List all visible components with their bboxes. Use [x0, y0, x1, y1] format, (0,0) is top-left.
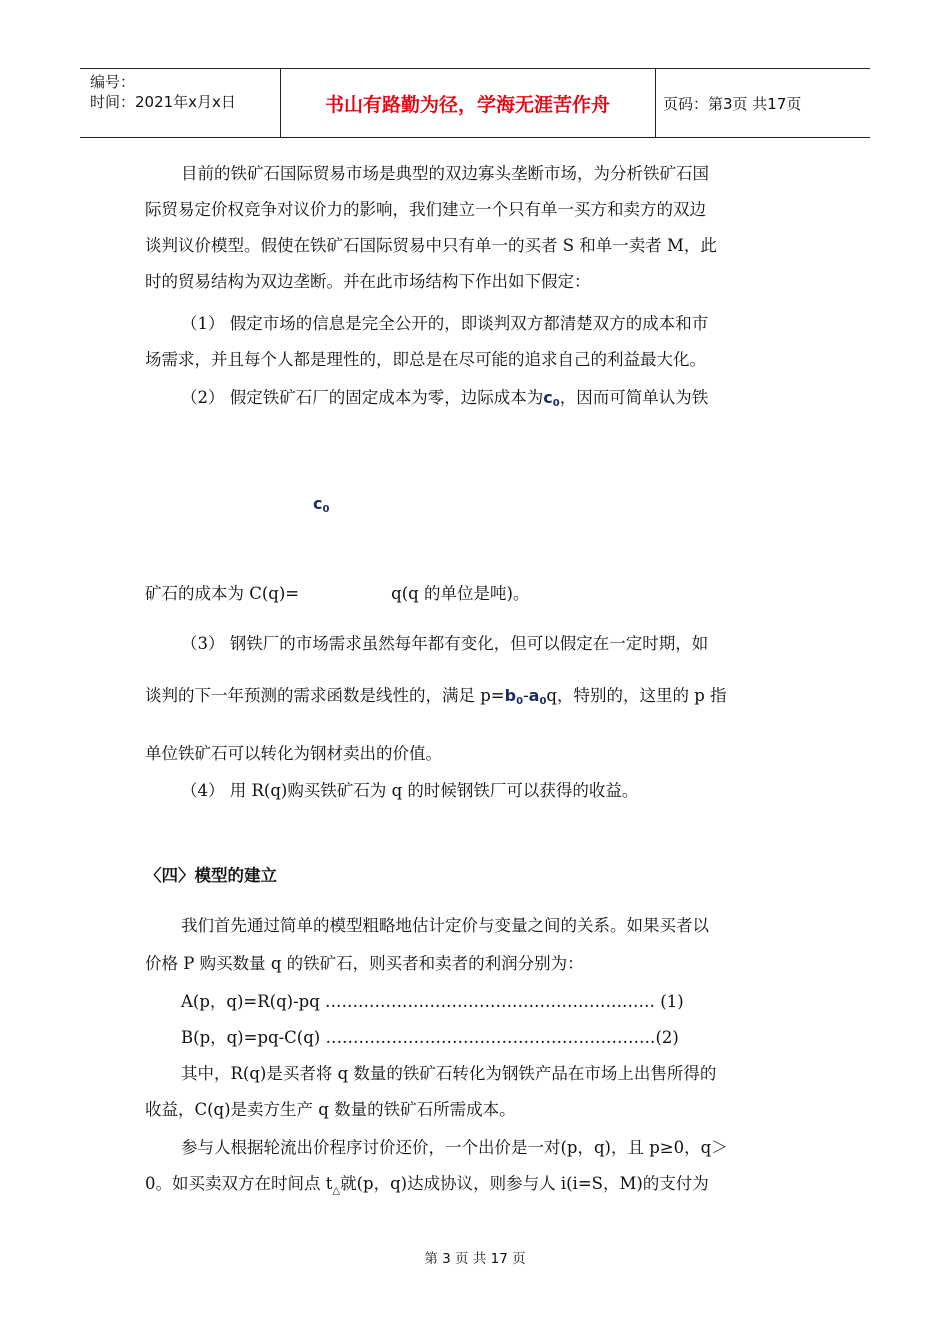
assumption-2-text: （2） 假定铁矿石厂的固定成本为零，边际成本为: [181, 388, 544, 407]
assumption-1-line: 场需求，并且每个人都是理性的，即总是在尽可能的追求自己的利益最大化。: [145, 350, 706, 369]
paragraph-line: 收益，C(q)是卖方生产 q 数量的铁矿石所需成本。: [145, 1100, 516, 1119]
assumption-1-line: （1） 假定市场的信息是完全公开的，即谈判双方都清楚双方的成本和市: [181, 314, 709, 333]
paragraph-line: 参与人根据轮流出价程序讨价还价，一个出价是一对(p，q)，且 p≥0，q＞: [181, 1138, 728, 1157]
equation-2: B(p，q)=pq-C(q) ……………………………………………………(2): [181, 1028, 679, 1047]
equation-1: A(p，q)=R(q)-pq …………………………………………………… (1): [181, 992, 684, 1011]
header-divider: [655, 69, 656, 137]
cost-formula-line: [145, 580, 529, 604]
header-motto: 书山有路勤为径，学海无涯苦作舟: [324, 93, 610, 116]
header-page-number: 页码：第3页 共17页: [663, 94, 802, 113]
paragraph-line: 谈判议价模型。假使在铁矿石国际贸易中只有单一的买者 S 和单一卖者 M，此: [145, 236, 717, 255]
section-heading: 〈四〉模型的建立: [145, 866, 277, 885]
c0-symbol-floating: $c_0$: [313, 494, 330, 515]
cost-formula-right: q(q 的单位是吨)。: [391, 584, 530, 603]
assumption-2-text: ，因而可简单认为铁: [559, 388, 709, 407]
assumption-4-line: （4） 用 R(q)购买铁矿石为 q 的时候钢铁厂可以获得的收益。: [181, 781, 639, 800]
paragraph-line: 目前的铁矿石国际贸易市场是典型的双边寡头垄断市场，为分析铁矿石国: [181, 164, 709, 183]
b0-symbol: $b_0$: [504, 686, 524, 707]
paragraph-line: 价格 P 购买数量 q 的铁矿石，则买者和卖者的利润分别为：: [145, 954, 584, 973]
a0-symbol: $a_0$: [528, 686, 547, 707]
c0-symbol: $c_0$: [543, 388, 560, 409]
cost-formula-left: 矿石的成本为 C(q)=: [145, 584, 300, 603]
page-header: [80, 68, 870, 138]
subscript-triangle: △: [332, 1185, 341, 1197]
paragraph-line: 际贸易定价权竞争对议价力的影响，我们建立一个只有单一买方和卖方的双边: [145, 200, 706, 219]
assumption-2-line: [181, 384, 708, 409]
header-meta: [90, 72, 236, 112]
document-date: 时间：2021年x月x日: [90, 93, 236, 111]
assumption-3-line: 谈判的下一年预测的需求函数是线性的，满足 $p=b_0-a_0q$，特别的，这里的 p 指: [145, 686, 727, 707]
page-footer: 第 3 页 共 17 页: [424, 1251, 526, 1267]
paragraph-line: 0。如买卖双方在时间点 $t_\triangle$就(p，q)达成协议，则参与人 i(i=S，M)的支付为: [145, 1174, 709, 1197]
paragraph-line: 其中，R(q)是买者将 q 数量的铁矿石转化为钢铁产品在市场上出售所得的: [181, 1064, 717, 1083]
assumption-3-line: （3） 钢铁厂的市场需求虽然每年都有变化，但可以假定在一定时期，如: [181, 634, 709, 653]
document-number: 编号：: [90, 73, 136, 91]
paragraph-line: 我们首先通过简单的模型粗略地估计定价与变量之间的关系。如果买者以: [181, 916, 709, 935]
paragraph-line: 时的贸易结构为双边垄断。并在此市场结构下作出如下假定：: [145, 272, 591, 291]
assumption-3-line: 单位铁矿石可以转化为钢材卖出的价值。: [145, 744, 442, 763]
